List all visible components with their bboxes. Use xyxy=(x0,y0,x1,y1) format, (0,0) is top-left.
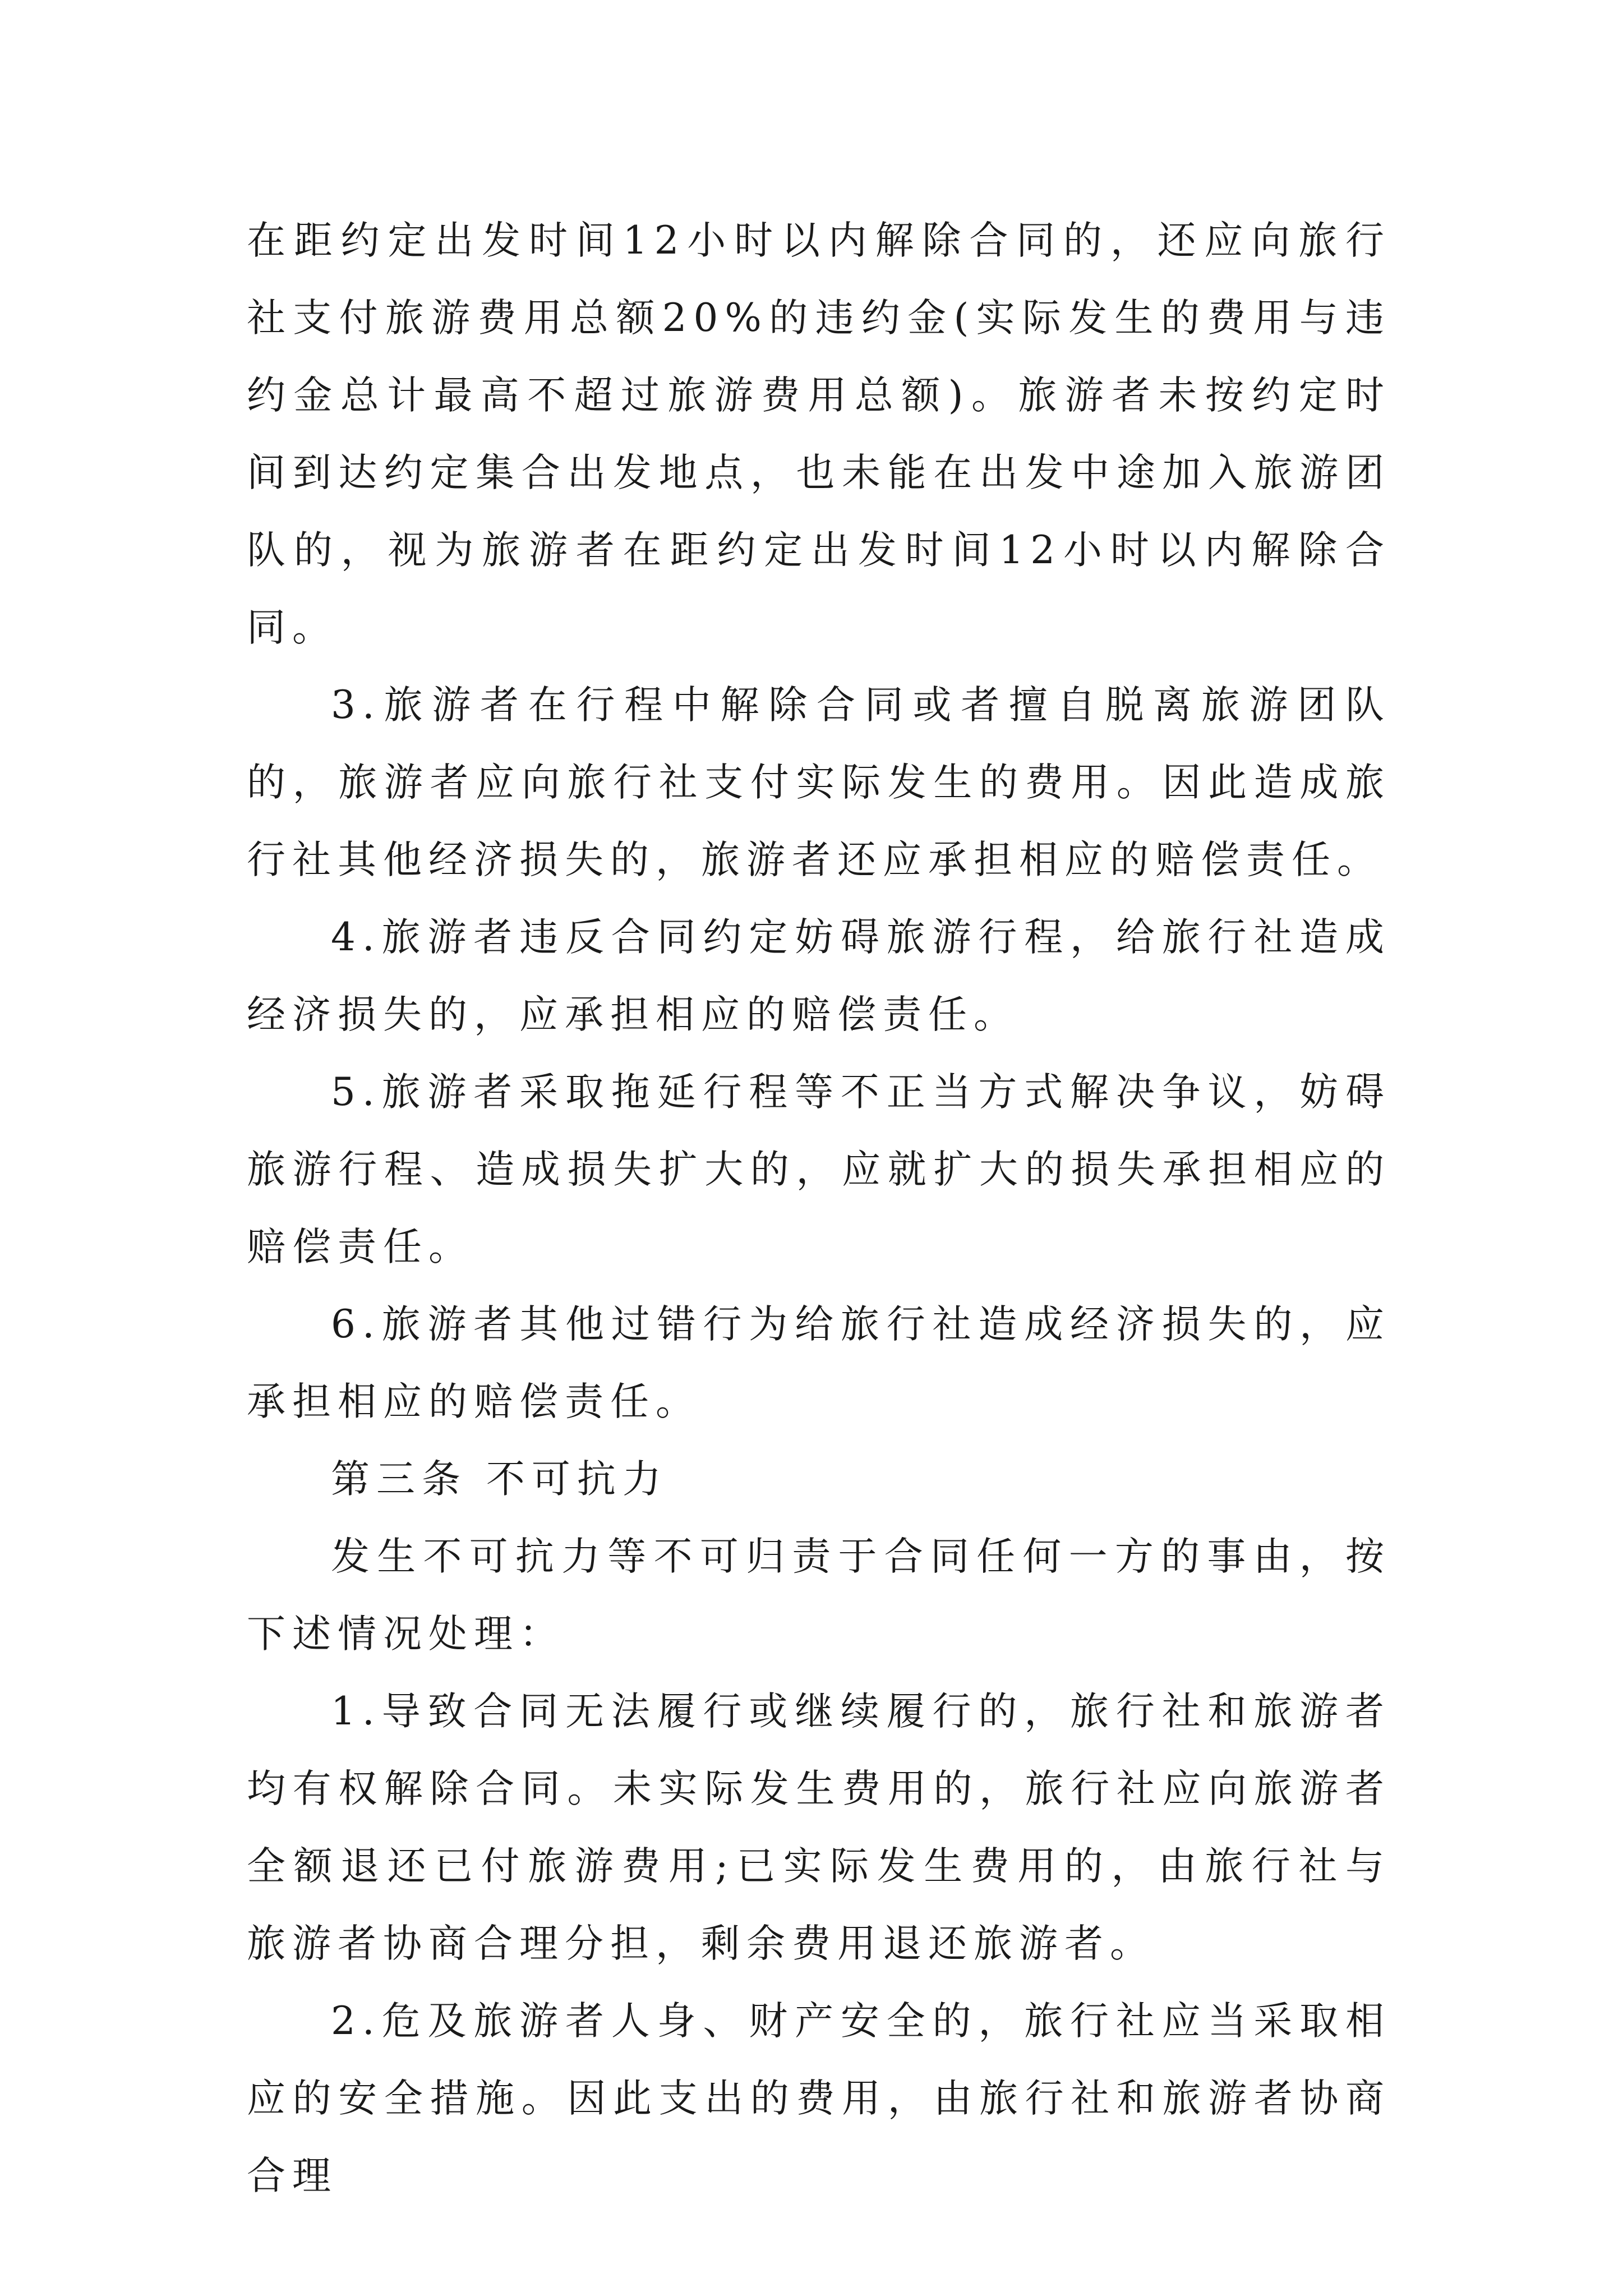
paragraph-item-3: 3.旅游者在行程中解除合同或者擅自脱离旅游团队的，旅游者应向旅行社支付实际发生的费用。因此造成旅行社其他经济损失的，旅游者还应承担相应的赔偿责任。 xyxy=(247,683,1391,882)
section-item-1: 1.导致合同无法履行或继续履行的，旅行社和旅游者均有权解除合同。未实际发生费用的，旅行社应向旅游者全额退还已付旅游费用;已实际发生费用的，由旅行社与旅游者协商合理分担，剩余费用退还旅游者。 xyxy=(247,1689,1391,1966)
document-body xyxy=(247,202,1391,2215)
paragraph-continuation: 在距约定出发时间12小时以内解除合同的，还应向旅行社支付旅游费用总额20%的违约金(实际发生的费用与违约金总计最高不超过旅游费用总额)。旅游者未按约定时间到达约定集合出发地点，也未能在出发中途加入旅游团队的，视为旅游者在距约定出发时间12小时以内解除合同。 xyxy=(247,218,1391,650)
paragraph-item-6: 6.旅游者其他过错行为给旅行社造成经济损失的，应承担相应的赔偿责任。 xyxy=(247,1302,1391,1424)
paragraph-item-5: 5.旅游者采取拖延行程等不正当方式解决争议，妨碍旅游行程、造成损失扩大的，应就扩大的损失承担相应的赔偿责任。 xyxy=(247,1070,1391,1269)
section-heading: 第三条 不可抗力 xyxy=(331,1457,668,1502)
paragraph-item-4: 4.旅游者违反合同约定妨碍旅游行程，给旅行社造成经济损失的，应承担相应的赔偿责任。 xyxy=(247,915,1391,1037)
section-intro-paragraph: 发生不可抗力等不可归责于合同任何一方的事由，按下述情况处理： xyxy=(247,1534,1391,1657)
section-item-2: 2.危及旅游者人身、财产安全的，旅行社应当采取相应的安全措施。因此支出的费用，由旅行社和旅游者协商合理 xyxy=(247,1999,1391,2198)
